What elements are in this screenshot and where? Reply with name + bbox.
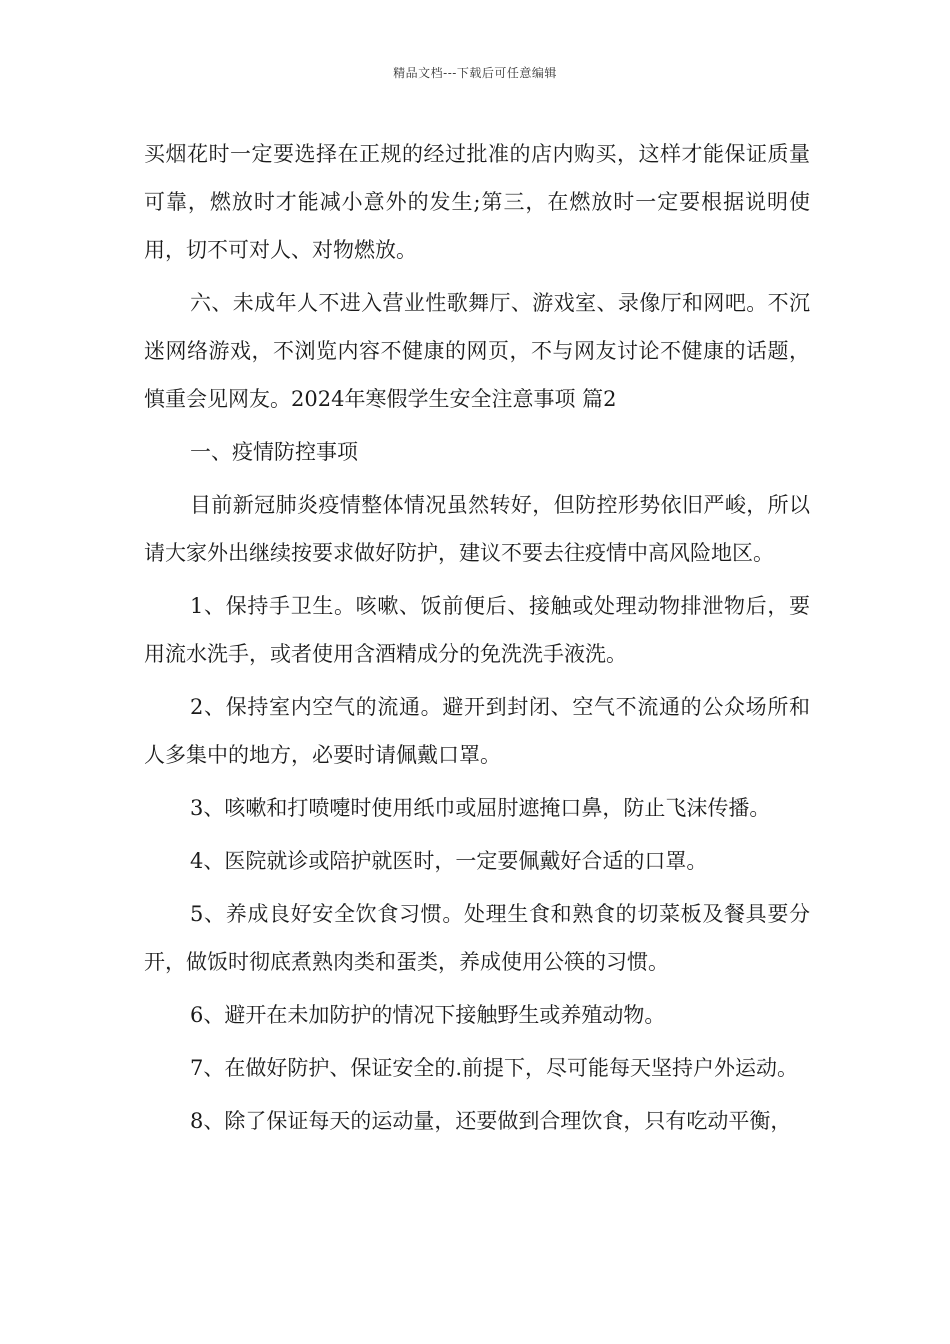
list-item: 7、在做好防护、保证安全的.前提下，尽可能每天坚持户外运动。	[190, 1056, 799, 1080]
list-item: 5、养成良好安全饮食习惯。处理生食和熟食的切菜板及餐具要分开，做饭时彻底煮熟肉类和蛋类，养成使用公筷的习惯。	[144, 902, 810, 974]
list-item: 8、除了保证每天的运动量，还要做到合理饮食，只有吃动平衡，	[190, 1109, 792, 1133]
section-heading: 一、疫情防控事项	[190, 440, 358, 464]
list-item: 3、咳嗽和打喷嚏时使用纸巾或屈肘遮掩口鼻，防止飞沫传播。	[190, 796, 771, 820]
document-body	[144, 130, 810, 1150]
list-item: 4、医院就诊或陪护就医时，一定要佩戴好合适的口罩。	[190, 849, 708, 873]
list-item: 2、保持室内空气的流通。避开到封闭、空气不流通的公众场所和人多集中的地方，必要时请佩戴口罩。	[144, 695, 810, 767]
page-header: 精品文档---下载后可任意编辑	[393, 66, 557, 80]
list-item: 6、避开在未加防护的情况下接触野生或养殖动物。	[190, 1003, 666, 1027]
paragraph: 买烟花时一定要选择在正规的经过批准的店内购买，这样才能保证质量可靠，燃放时才能减小意外的发生;第三，在燃放时一定要根据说明使用，切不可对人、对物燃放。	[144, 142, 810, 262]
paragraph: 目前新冠肺炎疫情整体情况虽然转好，但防控形势依旧严峻，所以请大家外出继续按要求做好防护，建议不要去往疫情中高风险地区。	[144, 493, 810, 565]
paragraph: 六、未成年人不进入营业性歌舞厅、游戏室、录像厅和网吧。不沉迷网络游戏，不浏览内容不健康的网页，不与网友讨论不健康的话题，慎重会见网友。2024年寒假学生安全注意事项 篇2	[144, 291, 810, 411]
list-item: 1、保持手卫生。咳嗽、饭前便后、接触或处理动物排泄物后，要用流水洗手，或者使用含酒精成分的免洗洗手液洗。	[144, 594, 810, 666]
